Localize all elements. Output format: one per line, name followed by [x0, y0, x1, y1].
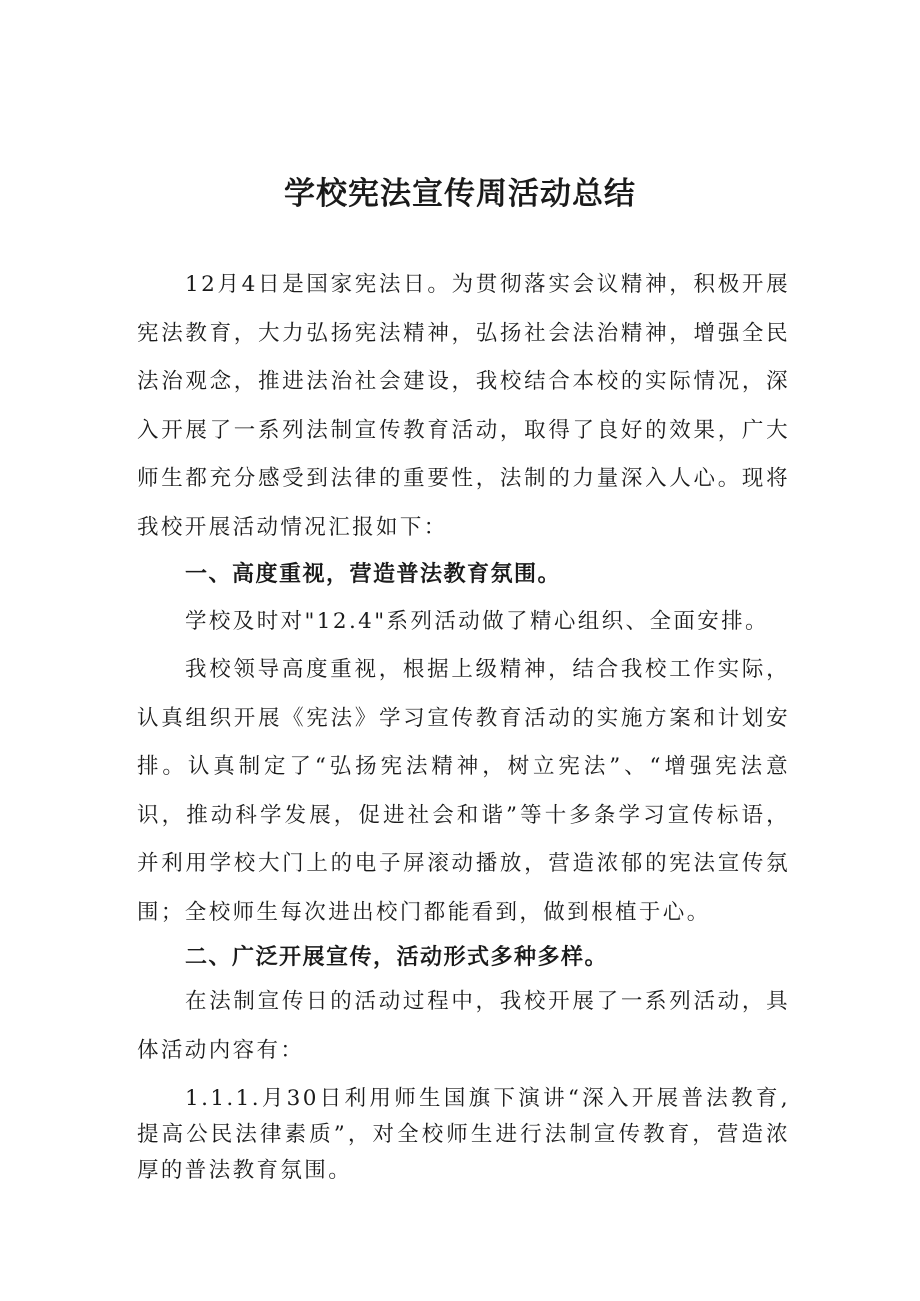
- section-one-paragraph-2: 我校领导高度重视，根据上级精神，结合我校工作实际，认真组织开展《宪法》学习宣传教育活动的实施方案和计划安排。认真制定了“弘扬宪法精神，树立宪法”、“增强宪法意识，推动科学发展，促进社会和谐”等十多条学习宣传标语，并利用学校大门上的电子屏滚动播放，营造浓郁的宪法宣传氛围；全校师生每次进出校门都能看到，做到根植于心。: [137, 657, 790, 925]
- section-two-paragraph-2: 1.1.1.月30日利用师生国旗下演讲“深入开展普法教育,提高公民法律素质”，对全校师生进行法制宣传教育，营造浓厚的普法教育氛围。: [137, 1086, 790, 1183]
- section-two-paragraph-1: 在法制宣传日的活动过程中，我校开展了一系列活动，具体活动内容有：: [137, 989, 790, 1063]
- section-heading-two: 二、广泛开展宣传，活动形式多种多样。: [185, 945, 609, 970]
- section-heading-one: 一、高度重视，营造普法教育氛围。: [185, 562, 562, 587]
- section-one-paragraph-1: 学校及时对"12.4"系列活动做了精心组织、全面安排。: [185, 609, 769, 634]
- document-title: 学校宪法宣传周活动总结: [284, 176, 636, 212]
- intro-paragraph: 12月4日是国家宪法日。为贯彻落实会议精神，积极开展宪法教育，大力弘扬宪法精神，弘扬社会法治精神，增强全民法治观念，推进法治社会建设，我校结合本校的实际情况，深入开展了一系列法制宣传教育活动，取得了良好的效果，广大师生都充分感受到法律的重要性，法制的力量深入人心。现将我校开展活动情况汇报如下：: [137, 272, 790, 540]
